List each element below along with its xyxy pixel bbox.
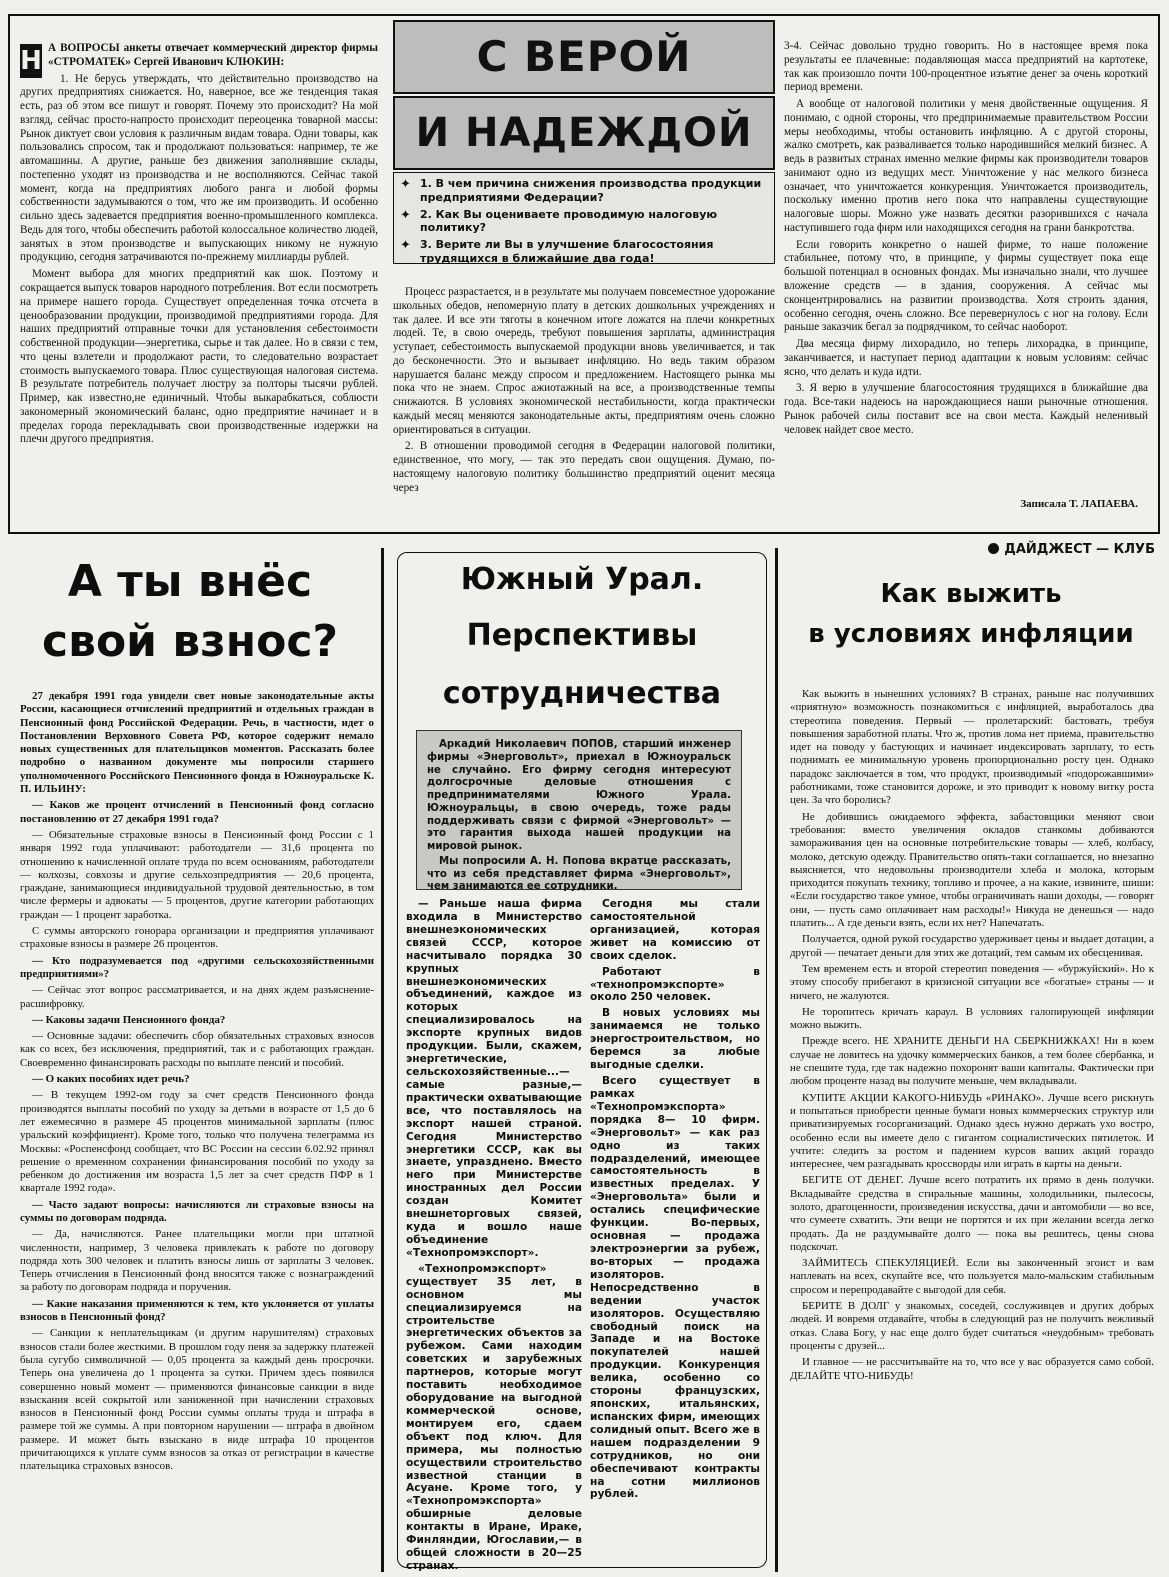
drop-cap: Н [20, 46, 42, 76]
top-article-col3 [784, 40, 1148, 486]
left-answer: — Санкции к неплательщикам (и другим нарушителям) страховых взносов стали более жесткими. В прошлом году пеня за задержку платежей была сугубо символичной — 0,05 процента за каждый день просрочки. Теперь она увеличена до 1 процента за сутки. Причем здесь появился совершенно новый момент — применяются финансовые санкции в виде взыскания всей сокрытой или заниженной при начислении страховых взносов в Пенсионный фонд России суммы оплаты труда и штрафа в размере той же суммы. А при повторном нарушении — штрафа в двойном размере. И может быть взыскано в виде штрафа 10 процентов причитающихся к уплате сумм взносов за отказ от регистрации в качестве плательщика страховых взносов. [20, 1327, 374, 1473]
question-2: 2. Как Вы оцениваете проводимую налоговую политику? [420, 207, 718, 235]
left-question: — Часто задают вопросы: начисляются ли страховые взносы на суммы по договорам подряда. [20, 1198, 374, 1224]
top-article-col2 [393, 286, 775, 524]
bullet-dot-icon [988, 543, 999, 554]
left-answer: — Обязательные страховые взносы в Пенсионный фонд России с 1 января 1992 года уплачивают: работодатели — 31,6 процента по отношению к начисленной оплате труда по всем основаниям, работодатели — колхозы, совхозы и другие сельхозпредприятия — 20,6 процента, граждане, занимающиеся индивидуальной трудовой деятельностью, в том числе фермеры и адвокаты — 5 процентов, другие категории работающих граждан — 1 процент заработка. [20, 828, 374, 921]
left-question: — Каков же процент отчислений в Пенсионный фонд согласно постановлению от 27 декабря 1991 года? [20, 799, 374, 825]
middle-para: «Технопромэкспорт» существует 35 лет, в основном мы специализируемся на строительстве энергетических объектов за рубежом. Сами находим советских и зарубежных партнеров, которые могут поставить необходимое оборудование на выгодной коммерческой основе, монтируем его, сдаем объект под ключ. Для примера, мы полностью осуществили строительство известной станции в Асуане. Кроме того, у «Технопромэкспорта» обширные деловые контакты в Иране, Ираке, Финляндии, Югославии,— в общей сложности в 20—25 странах. [406, 1262, 582, 1573]
club-label: ДАЙДЖЕСТ — КЛУБ [1004, 542, 1155, 557]
middle-headline-1: Южный Урал. [460, 562, 704, 597]
top-frame-right [1158, 14, 1160, 534]
right-para: БЕГИТЕ ОТ ДЕНЕГ. Лучше всего потратить их прямо в день получки. Вкладывайте средства в стиральные машины, холодильники, пылесосы, золото, драгоценности, произведения искусства, дачи и автомобили — во все, что сумеете схватить. Эти вещи не портятся и их при желании всегда легко продать. Да не раздумывайте долго — пока вы решитесь, цены снова подскочат. [790, 1174, 1154, 1253]
middle-para: В новых условиях мы занимаемся не только энергостроительством, но беремся за любые выгодные сделки. [590, 1007, 760, 1072]
top-col3-para: Если говорить конкретно о нашей фирме, то наше положение стабильнее, потому что, в принципе, у фирмы существует пока еще большой потенциал в основных фондах. Мы изначально знали, что лучшее вложение средств — в здания, сооружения. А сейчас мы сконцентрировались на развитии производства. Хотя строить здания, особенно сегодня, очень сложно. Все перевернулось с ног на голову. Если раньше заказчик бегал за подрядчиком, то сейчас наоборот. [784, 238, 1148, 334]
left-question: — Кто подразумевается под «другими сельскохозяйственными предприятиями»? [20, 954, 374, 980]
left-answer: — Основные задачи: обеспечить сбор обязательных страховых взносов как со всех, без исключения, предприятий, так и с работающих граждан. Своевременно финансировать расходы по выплате пенсий и пособий. [20, 1030, 374, 1069]
right-article-body [790, 688, 1154, 1566]
top-frame-top [8, 14, 1160, 16]
middle-lead-para: Аркадий Николаевич ПОПОВ, старший инженер фирмы «Энерговольт», приехал в Южноуральск не случайно. Его фирму сегодня интересуют долгосрочные деловые отношения с предпринимателями Южного Урала. Южноуральцы, в свою очередь, тоже рады поддерживать связи с фирмой «Энерговольт» — это гарантия выхода нашей продукции на мировой рынок. [427, 739, 731, 852]
diamond-bullet-icon: ✦ [400, 238, 411, 253]
questions-box [393, 172, 775, 264]
top-col2-para: 2. В отношении проводимой сегодня в Федерации налоговой политики, единственное, что могу, — так это передать свои ощущения. Думаю, по-настоящему налоговую политику большинство предприятий оценит месяца через [393, 440, 775, 494]
top-frame-bottom [8, 532, 1160, 534]
left-answer: — В текущем 1992-ом году за счет средств Пенсионного фонда производятся выплаты пособий по уходу за детьми в возрасте от 1,5 до 6 лет ежемесячно в размере 45 процентов минимальной зарплаты (плюс уральский коэффициент). Кроме того, только что получена телеграмма из Москвы: «Роспенсфонд сообщает, что ВС России на сессии 6.02.92 принял решение о временном сохранении финансирования пособий по уходу за ребенком до достижения им возраста 1,5 лет за счет средств ПФР в 1 квартале 1992 года». [20, 1089, 374, 1195]
top-signature: Записала Т. ЛАПАЕВА. [1020, 498, 1138, 510]
left-answer: — Сейчас этот вопрос рассматривается, и на днях ждем разъяснение-расшифровку. [20, 984, 374, 1010]
middle-lead-box [416, 730, 742, 893]
right-para: Не торопитесь кричать караул. В условиях галопирующей инфляции можно выжить. [790, 1005, 1154, 1032]
top-article-col1 [20, 42, 378, 528]
left-question: — Какие наказания применяются к тем, кто уклоняется от уплаты взносов в Пенсионный фонд? [20, 1297, 374, 1324]
top-col3-para: Два месяца фирму лихорадило, но теперь лихорадка, в принципе, заканчивается, и наступает период адаптации к новым условиям: сейчас ясно, что делать и куда идти. [784, 338, 1148, 378]
top-col3-para: 3-4. Сейчас довольно трудно говорить. Но в настоящее время пока результаты ее плачевные: подавляющая масса предприятий на картотеке, так как произошло почти 100-процентное изъятие денег за очень короткий период времени. [784, 40, 1148, 94]
middle-para: Работают в «технопромэкспорте» около 250 человек. [590, 965, 760, 1004]
left-article-body [20, 690, 374, 1570]
left-headline-2: свой взнос? [42, 616, 338, 667]
left-answer: С суммы авторского гонорара организации и предприятия уплачивают страховые взносы в размере 26 процентов. [20, 925, 374, 951]
top-col1-para: 1. Не берусь утверждать, что действительно производство на других предприятиях снижается. Но, наверное, все же тенденция такая есть, раз об этом все пишут и говорят. Почему это происходит? На мой взгляд, сейчас просто-напросто происходит переоценка товарной массы: Рынок диктует свои условия к различным видам товара. Одни товары, как пользовались спросом, так и продолжают пользоваться: например, те же автомашины. А другие, раньше без движения заполнявшие склады, постепенно уходят из производства и не восполняются. Сейчас такой момент, когда на предприятиях любого ранга и любой формы собственности задумываются о том, что же им производить. И особенно сильно здесь задевается предприятия военно-промышленного комплекса. Ведь для того, чтобы обеспечить работой колоссальное количество людей, занятых в этом производстве и выпускающих никому не нужную продукцию, сегодня затрачиваются по-прежнему миллиарды рублей. [20, 72, 378, 264]
diamond-bullet-icon: ✦ [400, 177, 411, 192]
right-headline-2: в условиях инфляции [808, 619, 1134, 649]
banner-title-line2: И НАДЕЖДОЙ [393, 96, 775, 170]
middle-para: — Раньше наша фирма входила в Министерство внешнеэкономических связей СССР, которое насчитывало порядка 30 крупных внешнеэкономических объединений, каждое из которых специализировалось на экспорте крупных видов продукции. Были, скажем, энергетические, сельскохозяйственные...— самые разные,— практически охватывающие все, что поставлялось на экспорт нашей страной. Сегодня Министерство энергетики СССР, как вы знаете, упразднено. Вместо него при Министерстве иностранных дел России создан Комитет внешнеторговых связей, куда и вошло наше объединение «Технопромэкспорт». [406, 898, 582, 1259]
middle-para: Сегодня мы стали самостоятельной организацией, которая живет на комиссию от своих сделок. [590, 898, 760, 962]
column-divider [775, 548, 778, 1572]
middle-lead-para: Мы попросили А. Н. Попова вкратце рассказать, что из себя представляет фирма «Энерговольт», чем занимаются ее сотрудники. [427, 855, 731, 893]
right-para: Как выжить в нынешних условиях? В странах, раньше нас получивших «приятную» возможность познакомиться с инфляцией, выработалось два стереотипа поведения. Первый — пролетарский: бастовать, требуя повышения заработной платы. Что ж, против лома нет приема, правительство идет на поводу у бастующих и начинает индексировать зарплату, то есть поднимать ее минимальную уровень пропорционально росту цен. Однако парадокс заключается в том, что продукт, производимый «подорожавшими» работниками, тоже становится дороже, и это приводит к новому витку роста цен. За что боролись? [790, 688, 1154, 807]
left-question: — Каковы задачи Пенсионного фонда? [32, 1013, 226, 1026]
right-para: И главное — не рассчитывайте на то, что все у вас образуется само собой. ДЕЛАЙТЕ ЧТО-НИБУДЬ! [790, 1356, 1154, 1382]
right-para: Получается, одной рукой государство удерживает цены и выдает дотации, а другой — печатает деньги для этих же дотаций, тем самым их обесценивая. [790, 933, 1155, 959]
right-para: Тем временем есть и второй стереотип поведения — «буржуйский». Но к этому способу прибегают в кризисной ситуации все «богатые» страны — и ничего, не жалуются. [790, 962, 1154, 1002]
left-headline-1: А ты внёс [67, 556, 313, 607]
question-1: 1. В чем причина снижения производства продукции предприятиями Федерации? [420, 177, 762, 204]
left-answer: — Да, начисляются. Ранее плательщики могли при штатной численности, например, 3 человека привлекать к работе по договору подряда хоть 300 человек и платить взносы лишь от зарплаты 3 человек. Теперь отчисления в Пенсионный фонд вносятся также с вознаграждений за работу по договорам подряда и поручения. [20, 1228, 374, 1294]
right-headline-1: Как выжить [880, 579, 1062, 609]
middle-col-b [590, 898, 760, 1562]
section-label [955, 542, 1155, 557]
left-question: — О каких пособиях идет речь? [32, 1073, 190, 1086]
middle-headline-3: сотрудничества [442, 676, 722, 711]
top-col1-para: Момент выбора для многих предприятий как шок. Поэтому и сокращается выпуск товаров народного потребления. Вот если посмотреть на примере нашего города. Существует определенная точка отсчета в ценообразовании продукции, производимой предприятиями города. Для наших предприятий отправные точки для установления себестоимости собственной продукции—энергетика, сырье и так далее. Но в связи с тем, что цены взлетели и продолжают расти, то следовательно возрастает стоимость выпускаемого товара. Плюс существующая налоговая система. В результате потребитель получает люстру за полторы тысячи рублей. Пример, как известно,не единичный. Чтобы выкарабкаться, соблюсти закономерный экономический баланс, одно предприятие начинает и в пределах города перекладывать свои производственные издержки на плечи другого предприятия. [20, 268, 378, 446]
top-col2-para: Процесс разрастается, и в результате мы получаем повсеместное удорожание школьных обедов, непомерную плату в детских дошкольных учреждениях и так далее. И все эти тяготы в конечном итоге ложатся на плечи конкретных людей. Те, в свою очередь, требуют повышения зарплаты, администрация уступает, себестоимость выпускаемой продукции вновь увеличивается, и так до бесконечности. Это и вызывает инфляцию. Но ведь таким образом нарушается баланс между спросом и предложением. Настоящего рынка мы пока что не знаем. Спрос ажиотажный на все, а производственные темпы снижаются. В условиях экономической нестабильности, когда практически каждый месяц меняются законодательные акты, предприятиям очень сложно ориентироваться в ситуации. [393, 286, 775, 436]
question-3: 3. Верите ли Вы в улучшение благосостояния трудящихся в ближайшие два года! [420, 238, 714, 265]
middle-headline-2: Перспективы [466, 618, 698, 653]
column-divider [381, 548, 384, 1572]
banner-title-line1: С ВЕРОЙ [393, 20, 775, 94]
middle-col-a [406, 898, 582, 1573]
top-col3-para: А вообще от налоговой политики у меня двойственные ощущения. Я понимаю, с одной стороны, что предпринимаемые правительством России меры необходимы, чтобы остановить инфляцию. А с другой стороны, жалко смотреть, как разваливается только народившийся мелкий бизнес. А ведь в развитых странах именно мелкие фирмы как производители товаров занимают одно из ведущих мест. Уничтожение у нас мелкого бизнеса означает, что уничтожается конкуренция. Уничтожается производитель, поскольку именно против него пока что направлены существующие налоговые шоры. Можно уже назвать десятки разорившихся с начала наступившего года фирм или находящихся сегодня на грани банкротства. [784, 98, 1148, 234]
right-para: ЗАЙМИТЕСЬ СПЕКУЛЯЦИЕЙ. Если вы законченный эгоист и вам наплевать на всех, скупайте все, что пользуется мало-мальским стабильным спросом и перепродавайте с выгодой для себя. [790, 1257, 1154, 1296]
right-para: БЕРИТЕ В ДОЛГ у знакомых, соседей, сослуживцев и других добрых людей. И вовремя отдавайте, чтобы в следующий раз не получить вежливый отказ. Слава Богу, у нас еще долго будет считаться «неудобным» требовать проценты с друзей... [790, 1300, 1154, 1352]
left-lead: 27 декабря 1991 года увидели свет новые законодательные акты России, касающиеся отчислений предприятий и отдельных граждан в Пенсионный фонд Российской Федерации. Речь, в частности, идет о Постановлении Верховного Совета РФ, которое содержит немало новых существенных для плательщиков моментов. Рассказать более подробно о названном документе мы попросили старшего уполномоченного Российского Пенсионного фонда в Южноуральске К. П. ИЛЬИНУ: [20, 690, 374, 796]
top-col3-para: 3. Я верю в улучшение благосостояния трудящихся в ближайшие два года. Все-таки надеюсь на нарождающиеся наши рыночные отношения. Рынок рабочей силы поставит все на свои места. Каждый неленивый человек найдет свое место. [784, 382, 1148, 436]
right-para: Не добившись ожидаемого эффекта, забастовщики меняют свои требования: вместо увеличения окладов станкомы добиваются замораживания цен на основные потребительские товары — хлеб, колбасу, молоко, детскую одежду. Правительство опять-таки соглашается, но внезапно выясняется, что недовольны производители хлеба и молока, которым приходится покупать технику, топливо и прочее, а на какие, извините, шиши: «Если государство такое умное, чтобы ограничивать наши доходы, — говорят они, — пусть само оплачивает нам расходы!» Никуда не денешься — надо платить... А где деньги взять, если их нет? Напечатать. [790, 810, 1154, 930]
top-intro: А ВОПРОСЫ анкеты отвечает коммерческий директор фирмы «СТРОМАТЕК» Сергей Иванович КЛЮКИН: [48, 42, 378, 68]
top-frame-left [8, 14, 10, 534]
diamond-bullet-icon: ✦ [400, 207, 411, 223]
middle-para: Всего существует в рамках «Технопромэкспорта» порядка 8— 10 фирм. «Энерговольт» — как раз одно из таких подразделений, имеющее самостоятельность в известных пределах. У «Энерговольта» были и остались специфические функции. Во-первых, основная — продажа электроэнергии за рубеж, во-вторых — продажа изоляторов. Непосредственно в ведении участок изоляторов. Осуществляю свободный поиск на Западе и на Востоке покупателей нашей продукции. Конкуренция велика, особенно со стороны французских, японских, итальянских, испанских фирм, имеющих солидный опыт. Всего же в нашем подразделении 9 сотрудников, но они обеспечивают контракты на сотни миллионов рублей. [590, 1074, 760, 1501]
right-para: Прежде всего. НЕ ХРАНИТЕ ДЕНЬГИ НА СБЕРКНИЖКАХ! Ни в коем случае не ловитесь на удочку коммерческих банков, а тем более сбербанка, и не спешите туда, где так надежно похоронят ваши капиталы. Фактически при любом проценте назад вы получите меньше, чем вкладывали. [790, 1035, 1154, 1088]
right-para: КУПИТЕ АКЦИИ КАКОГО-НИБУДЬ «РИНАКО». Лучше всего рискнуть и попытаться приобрести ценные бумаги новых коммерческих структур или приватизируемых госорганизаций. Однако здесь нужно держать ухо востро, особенно если вы имеете дело с гигантом социалистических пятилеток. И учтите: следить за ростом и падением курсов ваших акций гораздо интереснее, чем разгадывать кроссворды или играть в карты на деньги. [790, 1091, 1154, 1171]
